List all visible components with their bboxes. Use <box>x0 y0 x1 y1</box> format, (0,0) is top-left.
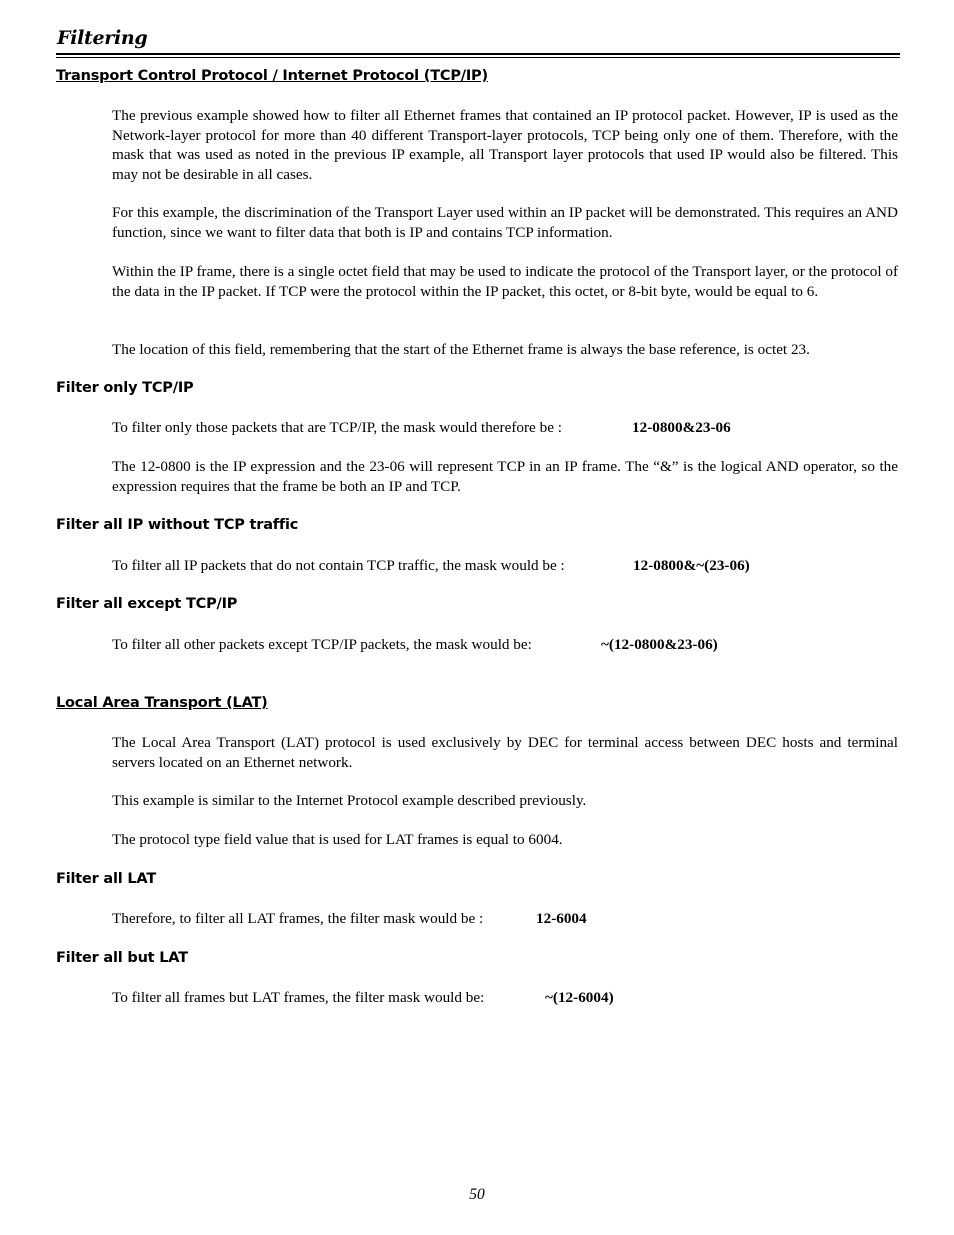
tcpip-paragraph-4: The location of this field, remembering that the start of the Ethernet frame is always the base reference, is octet 23. <box>112 341 810 358</box>
tcpip-paragraph-1: The previous example showed how to filter all Ethernet frames that contained an IP protocol packet. However, IP is used as the Network-layer protocol for more than 40 different Transport-layer protocols, TCP being only one of them. Therefore, with the mask that was used as noted in the previous IP example, all Transport layer protocols that used IP would also be filtered. This may not be desirable in all cases. <box>112 107 898 183</box>
lat-paragraph-1: The Local Area Transport (LAT) protocol is used exclusively by DEC for terminal access between DEC hosts and terminal servers located on an Ethernet network. <box>112 734 898 771</box>
filter-except-tcpip-text: To filter all other packets except TCP/IP packets, the mask would be: <box>112 636 532 653</box>
filter-all-lat-text: Therefore, to filter all LAT frames, the filter mask would be : <box>112 910 484 927</box>
filter-all-lat-heading: Filter all LAT <box>56 871 157 887</box>
filter-all-but-lat-heading: Filter all but LAT <box>56 950 188 966</box>
filter-except-tcpip-heading: Filter all except TCP/IP <box>56 596 238 612</box>
chapter-title: Filtering <box>57 27 148 49</box>
filter-ip-without-tcp-text: To filter all IP packets that do not contain TCP traffic, the mask would be : <box>112 557 565 574</box>
tcpip-section-heading: Transport Control Protocol / Internet Protocol (TCP/IP) <box>56 68 488 84</box>
filter-only-tcpip-mask: 12-0800&23-06 <box>632 419 731 436</box>
page-number: 50 <box>469 1186 485 1203</box>
tcpip-paragraph-3: Within the IP frame, there is a single octet field that may be used to indicate the protocol of the Transport layer, or the protocol of the data in the IP packet. If TCP were the protocol within the IP packet, this octet, or 8-bit byte, would be equal to 6. <box>112 263 898 300</box>
filter-only-tcpip-heading: Filter only TCP/IP <box>56 380 194 396</box>
filter-all-but-lat-text: To filter all frames but LAT frames, the filter mask would be: <box>112 989 485 1006</box>
lat-section-heading: Local Area Transport (LAT) <box>56 695 268 711</box>
filter-ip-without-tcp-heading: Filter all IP without TCP traffic <box>56 517 299 533</box>
lat-paragraph-3: The protocol type field value that is used for LAT frames is equal to 6004. <box>112 831 563 848</box>
filter-all-but-lat-mask: ~(12-6004) <box>545 989 614 1006</box>
filter-all-lat-mask: 12-6004 <box>536 910 587 927</box>
lat-paragraph-2: This example is similar to the Internet Protocol example described previously. <box>112 792 587 809</box>
header-rule-thin <box>56 57 900 58</box>
tcpip-paragraph-2: For this example, the discrimination of the Transport Layer used within an IP packet will be demonstrated. This requires an AND function, since we want to filter data that both is IP and contains TCP information. <box>112 204 898 241</box>
filter-ip-without-tcp-mask: 12-0800&~(23-06) <box>633 557 750 574</box>
filter-only-tcpip-explanation: The 12-0800 is the IP expression and the 23-06 will represent TCP in an IP frame. The “&” is the logical AND operator, so the expression requires that the frame be both an IP and TCP. <box>112 458 898 495</box>
filter-except-tcpip-mask: ~(12-0800&23-06) <box>601 636 718 653</box>
header-rule-thick <box>56 53 900 55</box>
filter-only-tcpip-text: To filter only those packets that are TCP/IP, the mask would therefore be : <box>112 419 562 436</box>
